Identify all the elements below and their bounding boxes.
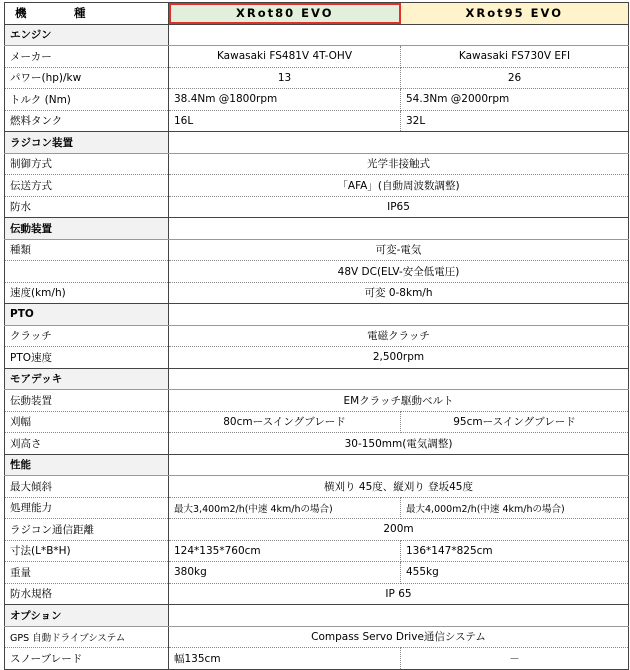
section-title: モアデッキ [5,368,169,390]
cell-xrot80: 幅135cm [169,648,401,670]
table-row [5,67,629,89]
table-row [5,540,629,562]
section-title: 伝動装置 [5,218,169,240]
row-label: ラジコン通信距離 [5,519,169,541]
section-mower [5,368,629,390]
row-label: 最大傾斜 [5,476,169,498]
table-row [5,325,629,347]
table-row [5,110,629,132]
cell-shared: 可変 0-8km/h [169,282,629,304]
row-label [5,261,169,283]
cell-xrot80: 最大3,400m2/h(中速 4km/hの場合) [169,497,401,519]
cell-xrot80: 380kg [169,562,401,584]
section-radio [5,132,629,154]
section-title: ラジコン装置 [5,132,169,154]
cell-shared: 2,500rpm [169,347,629,369]
table-row [5,46,629,68]
row-label: 重量 [5,562,169,584]
section-title: オプション [5,605,169,627]
row-label: 種類 [5,239,169,261]
table-row [5,497,629,519]
row-label: 防水規格 [5,583,169,605]
section-drive [5,218,629,240]
cell-xrot95: Kawasaki FS730V EFI [401,46,629,68]
table-row [5,648,629,670]
row-label: メーカー [5,46,169,68]
cell-xrot95: 54.3Nm @2000rpm [401,89,629,111]
row-label: 速度(km/h) [5,282,169,304]
row-label: PTO速度 [5,347,169,369]
spec-table [4,2,629,670]
cell-xrot80: 16L [169,110,401,132]
cell-xrot95: 136*147*825cm [401,540,629,562]
table-row [5,411,629,433]
cell-shared: 48V DC(ELV-安全低電圧) [169,261,629,283]
row-label: 寸法(L*B*H) [5,540,169,562]
section-title: PTO [5,304,169,326]
cell-shared: IP65 [169,196,629,218]
row-label: 伝動装置 [5,390,169,412]
section-options [5,605,629,627]
model-header-label: 機 種 [5,3,169,25]
model-xrot95-header: XRot95 EVO [401,3,629,25]
cell-shared: 「AFA」(自動周波数調整) [169,175,629,197]
section-title: 性能 [5,454,169,476]
cell-xrot80: 80cmースイングブレード [169,411,401,433]
section-engine [5,24,629,46]
cell-xrot80: 13 [169,67,401,89]
table-row [5,89,629,111]
cell-xrot80: 124*135*760cm [169,540,401,562]
row-label: 処理能力 [5,497,169,519]
table-row [5,239,629,261]
cell-shared: Compass Servo Drive通信システム [169,626,629,648]
row-label: 燃料タンク [5,110,169,132]
cell-xrot80: Kawasaki FS481V 4T-OHV [169,46,401,68]
cell-shared: IP 65 [169,583,629,605]
table-row [5,261,629,283]
table-row [5,347,629,369]
row-label: スノーブレード [5,648,169,670]
row-label: 伝送方式 [5,175,169,197]
table-row [5,175,629,197]
section-title: エンジン [5,24,169,46]
table-row [5,583,629,605]
cell-xrot95: 最大4,000m2/h(中速 4km/hの場合) [401,497,629,519]
table-row [5,433,629,455]
cell-shared: 200m [169,519,629,541]
cell-xrot95: 455kg [401,562,629,584]
row-label: 刈幅 [5,411,169,433]
table-row [5,282,629,304]
table-row [5,626,629,648]
cell-shared: 可変-電気 [169,239,629,261]
cell-xrot80: 38.4Nm @1800rpm [169,89,401,111]
model-xrot80-header: XRot80 EVO [169,3,401,25]
table-row [5,153,629,175]
table-row [5,519,629,541]
cell-xrot95: 26 [401,67,629,89]
row-label: 刈高さ [5,433,169,455]
cell-shared: 電磁クラッチ [169,325,629,347]
section-pto [5,304,629,326]
row-label: パワー(hp)/kw [5,67,169,89]
row-label: 防水 [5,196,169,218]
table-row [5,390,629,412]
cell-xrot95: － [401,648,629,670]
cell-xrot95: 95cmースイングブレード [401,411,629,433]
header-row [5,3,629,25]
cell-shared: EMクラッチ駆動ベルト [169,390,629,412]
section-performance [5,454,629,476]
cell-shared: 光学非接触式 [169,153,629,175]
row-label: GPS 自動ドライブシステム [5,626,169,648]
table-row [5,196,629,218]
table-row [5,562,629,584]
row-label: 制御方式 [5,153,169,175]
cell-shared: 横刈り 45度、縦刈り 登坂45度 [169,476,629,498]
cell-shared: 30-150mm(電気調整) [169,433,629,455]
row-label: クラッチ [5,325,169,347]
row-label: トルク (Nm) [5,89,169,111]
table-row [5,476,629,498]
cell-xrot95: 32L [401,110,629,132]
